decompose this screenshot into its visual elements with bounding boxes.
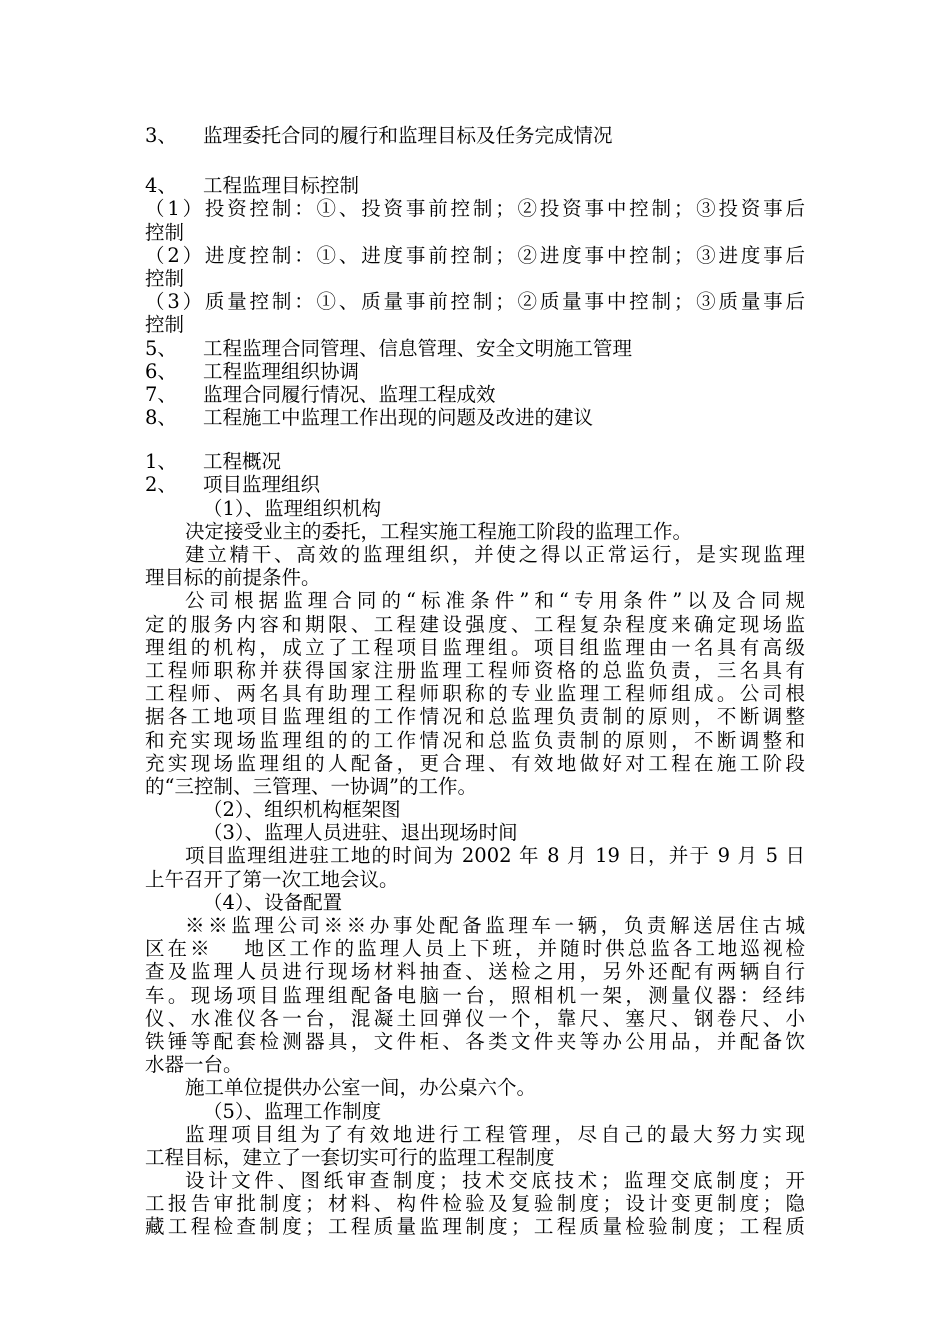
outline-item-3: 3、 监理委托合同的履行和监理目标及任务完成情况: [145, 124, 613, 147]
subsection-heading-3: （3）、监理人员进驻、退出现场时间: [203, 821, 518, 845]
paragraph-line: 仪、水准仪各一台，混凝土回弹仪一个，靠尺、塞尺、钢卷尺、小: [145, 1006, 805, 1030]
paragraph-line: 上午召开了第一次工地会议。: [145, 867, 399, 891]
paragraph-line: 定的服务内容和期限、工程建设强度、工程复杂程度来确定现场监: [145, 612, 805, 636]
control-item-investment: （1）投资控制：①、投资事前控制；②投资事中控制；③投资事后: [145, 197, 805, 221]
paragraph-line: 设计文件、图纸审查制度；技术交底技术；监理交底制度；开: [185, 1169, 805, 1193]
paragraph-line: 监理项目组为了有效地进行工程管理，尽自己的最大努力实现: [185, 1122, 805, 1146]
subsection-heading-1: （1）、监理组织机构: [203, 496, 382, 520]
paragraph-line: 的“三控制、三管理、一协调”的工作。: [145, 774, 477, 798]
paragraph-line: 藏工程检查制度；工程质量监理制度；工程质量检验制度；工程质: [145, 1215, 805, 1239]
control-item-quality-cont: 控制: [145, 313, 185, 337]
paragraph-line: 铁锤等配套检测器具，文件柜、各类文件夹等办公用品，并配备饮: [145, 1029, 805, 1053]
outline-item-5: 5、 工程监理合同管理、信息管理、安全文明施工管理: [145, 336, 633, 360]
outline-item-8: 8、 工程施工中监理工作出现的问题及改进的建议: [145, 406, 594, 430]
control-item-quality: （3）质量控制：①、质量事前控制；②质量事中控制；③质量事后: [145, 290, 805, 314]
paragraph-line: 理组的机构，成立了工程项目监理组。项目组监理由一名具有高级: [145, 635, 805, 659]
subsection-heading-5: （5）、监理工作制度: [203, 1099, 382, 1123]
outline-item-4: 4、 工程监理目标控制: [145, 174, 360, 198]
outline-item-6: 6、 工程监理组织协调: [145, 359, 360, 383]
paragraph-line: 据各工地项目监理组的工作情况和总监理负责制的原则，不断调整: [145, 705, 805, 729]
control-item-progress: （2）进度控制：①、进度事前控制；②进度事中控制；③进度事后: [145, 243, 805, 267]
section-heading-2: 2、 项目监理组织: [145, 473, 321, 497]
paragraph-line: 车。现场项目监理组配备电脑一台，照相机一架，测量仪器：经纬: [145, 983, 805, 1007]
paragraph-line: 工报告审批制度；材料、构件检验及复验制度；设计变更制度；隐: [145, 1192, 805, 1216]
paragraph-line: 建立精干、高效的监理组织，并使之得以正常运行，是实现监理: [185, 543, 805, 566]
paragraph-line: 区在※ 地区工作的监理人员上下班，并随时供总监各工地巡视检: [145, 937, 805, 961]
paragraph-line: 理目标的前提条件。: [145, 566, 321, 590]
paragraph-line: ※※监理公司※※办事处配备监理车一辆，负责解送居住古城: [185, 914, 805, 937]
subsection-heading-4: （4）、设备配置: [203, 890, 343, 914]
paragraph-line: 充实现场监理组的人配备，更合理、有效地做好对工程在施工阶段: [145, 751, 805, 775]
paragraph-line: 公司根据监理合同的“标准条件”和“专用条件”以及合同规: [185, 589, 805, 613]
paragraph-line: 工程师职称并获得国家注册监理工程师资格的总监负责，三名具有: [145, 658, 805, 682]
paragraph-line: 和充实现场监理组的的工作情况和总监负责制的原则，不断调整和: [145, 728, 805, 752]
paragraph-line: 水器一台。: [145, 1053, 243, 1077]
paragraph-line: 工程师、两名具有助理工程师职称的专业监理工程师组成。公司根: [145, 682, 805, 706]
control-item-progress-cont: 控制: [145, 266, 185, 290]
section-heading-1: 1、 工程概况: [145, 450, 282, 474]
paragraph-line: 施工单位提供办公室一间，办公桌六个。: [185, 1076, 537, 1100]
subsection-heading-2: （2）、组织机构框架图: [203, 798, 401, 822]
outline-item-7: 7、 监理合同履行情况、监理工程成效: [145, 382, 496, 406]
document-body: [145, 124, 805, 1239]
control-item-investment-cont: 控制: [145, 220, 185, 244]
paragraph-line: 工程目标，建立了一套切实可行的监理工程制度: [145, 1145, 555, 1169]
paragraph-line: 决定接受业主的委托，工程实施工程施工阶段的监理工作。: [185, 519, 693, 543]
paragraph-line: 项目监理组进驻工地的时间为 2002 年 8 月 19 日，并于 9 月 5 日: [185, 844, 805, 868]
paragraph-line: 查及监理人员进行现场材料抽查、送检之用，另外还配有两辆自行: [145, 960, 805, 984]
